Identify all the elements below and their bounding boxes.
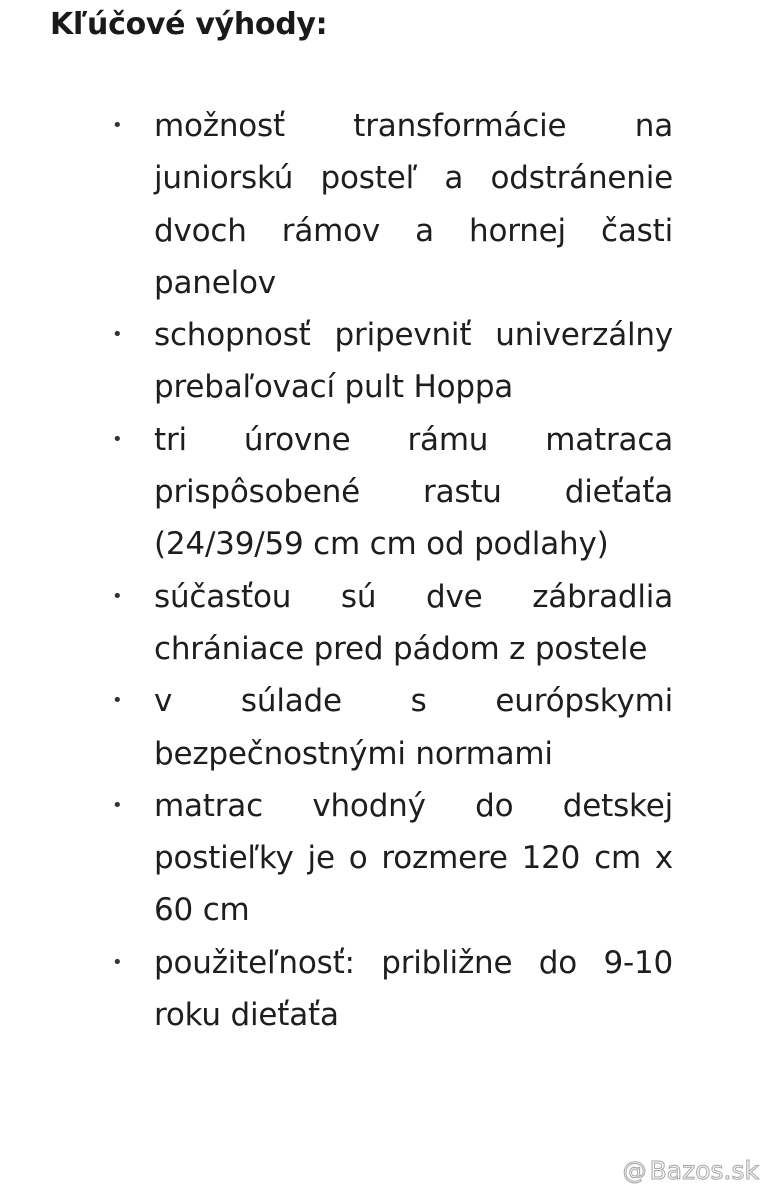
benefit-text: možnosť transformácie na juniorskú posteľ a odstránenie dvoch rámov a hornej časti panelov (154, 108, 673, 301)
benefit-text: tri úrovne rámu matraca prispôsobené rastu dieťaťa (24/39/59 cm cm od podlahy) (154, 421, 673, 563)
list-item (0, 675, 771, 780)
benefit-text: použiteľnosť: približne do 9-10 roku dieťaťa (154, 944, 673, 1034)
section-heading: Kľúčové výhody: (50, 7, 328, 42)
bullet-icon: • (112, 794, 123, 816)
benefit-text: matrac vhodný do detskej postieľky je o rozmere 120 cm x 60 cm (154, 787, 673, 929)
bazos-watermark (623, 1156, 759, 1186)
list-item (0, 937, 771, 1042)
list-item (0, 414, 771, 571)
list-item (0, 309, 771, 414)
list-item (0, 100, 771, 309)
at-sign-icon: @ (622, 1157, 647, 1185)
benefit-text: súčasťou sú dve zábradlia chrániace pred pádom z postele (154, 578, 673, 667)
benefit-text: v súlade s európskymi bezpečnostnými normami (154, 683, 673, 772)
watermark-text: Bazos.sk (649, 1156, 759, 1185)
bullet-icon: • (112, 690, 123, 712)
list-item (0, 571, 771, 676)
list-item (0, 780, 771, 937)
bullet-icon: • (112, 115, 123, 136)
bullet-icon: • (112, 951, 123, 973)
benefit-text: schopnosť pripevniť univerzálny prebaľovací pult Hoppa (154, 317, 673, 406)
bullet-icon: • (112, 324, 123, 346)
bullet-icon: • (112, 585, 123, 607)
bullet-icon: • (112, 428, 123, 450)
benefits-list (0, 100, 771, 1041)
